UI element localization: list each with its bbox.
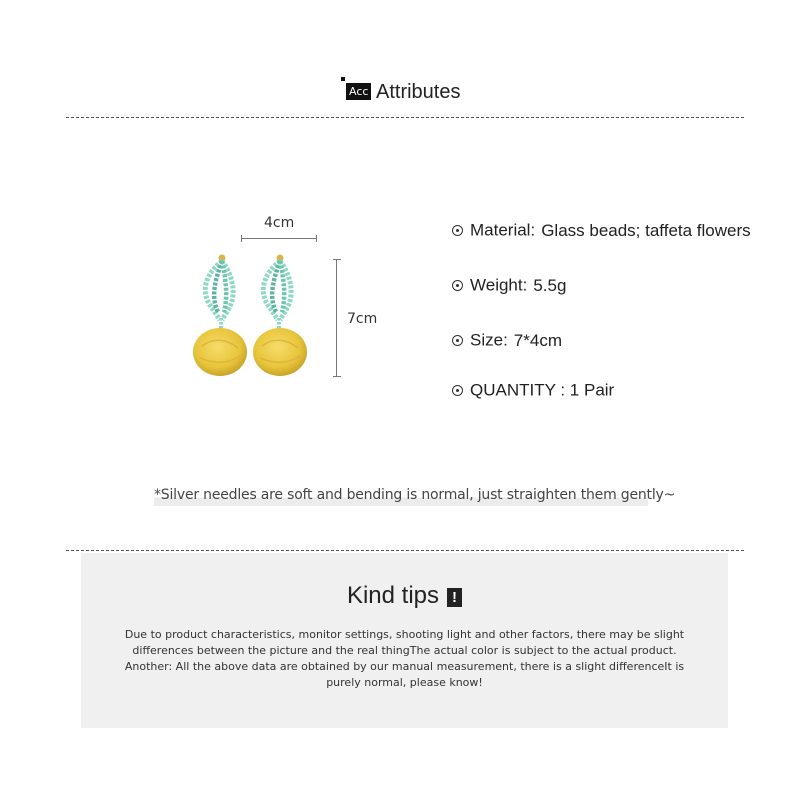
attribute-value: 7*4cm (513, 330, 562, 350)
attribute-value: Glass beads; taffeta flowers (541, 220, 751, 240)
height-label: 7cm (347, 311, 378, 327)
attribute-key: QUANTITY : 1 Pair (470, 380, 615, 400)
tips-line: Another: All the above data are obtained by our manual measurement, there is a slight differenceIt is (124, 660, 685, 673)
silver-needle-note: *Silver needles are soft and bending is normal, just straighten them gently~ (154, 485, 648, 506)
attribute-value: 5.5g (533, 275, 567, 295)
kind-tips-body (111, 627, 698, 691)
tips-line: Due to product characteristics, monitor settings, shooting light and other factors, there may be slight (124, 628, 685, 641)
top-divider (66, 117, 744, 118)
attribute-size (452, 327, 562, 353)
attribute-quantity (452, 377, 614, 403)
tips-line: purely normal, please know! (326, 676, 483, 689)
attribute-key: Size: (470, 330, 508, 350)
attribute-weight (452, 272, 566, 298)
earrings-illustration (180, 250, 330, 380)
kind-tips-heading (81, 581, 728, 611)
product-image (160, 210, 400, 400)
right-earring (253, 255, 307, 377)
section-header (0, 74, 800, 108)
target-bullet-icon (452, 385, 463, 396)
exclamation-icon: ! (447, 588, 462, 607)
header-badge: Acc (346, 83, 371, 100)
width-label: 4cm (264, 215, 295, 231)
height-dimension-line (336, 259, 337, 377)
kind-tips-title: Kind tips (346, 582, 440, 609)
header-square-mark (341, 77, 345, 81)
left-earring (193, 255, 247, 377)
section-title: Attributes (376, 81, 461, 103)
attribute-material (452, 217, 751, 243)
attribute-key: Material: (470, 220, 536, 240)
kind-tips-panel (81, 553, 728, 728)
middle-divider (66, 550, 744, 551)
attribute-key: Weight: (470, 275, 528, 295)
width-dimension-line (241, 238, 317, 239)
target-bullet-icon (452, 280, 463, 291)
target-bullet-icon (452, 225, 463, 236)
target-bullet-icon (452, 335, 463, 346)
tips-line: differences between the picture and the real thingThe actual color is subject to the actual product. (132, 644, 677, 657)
